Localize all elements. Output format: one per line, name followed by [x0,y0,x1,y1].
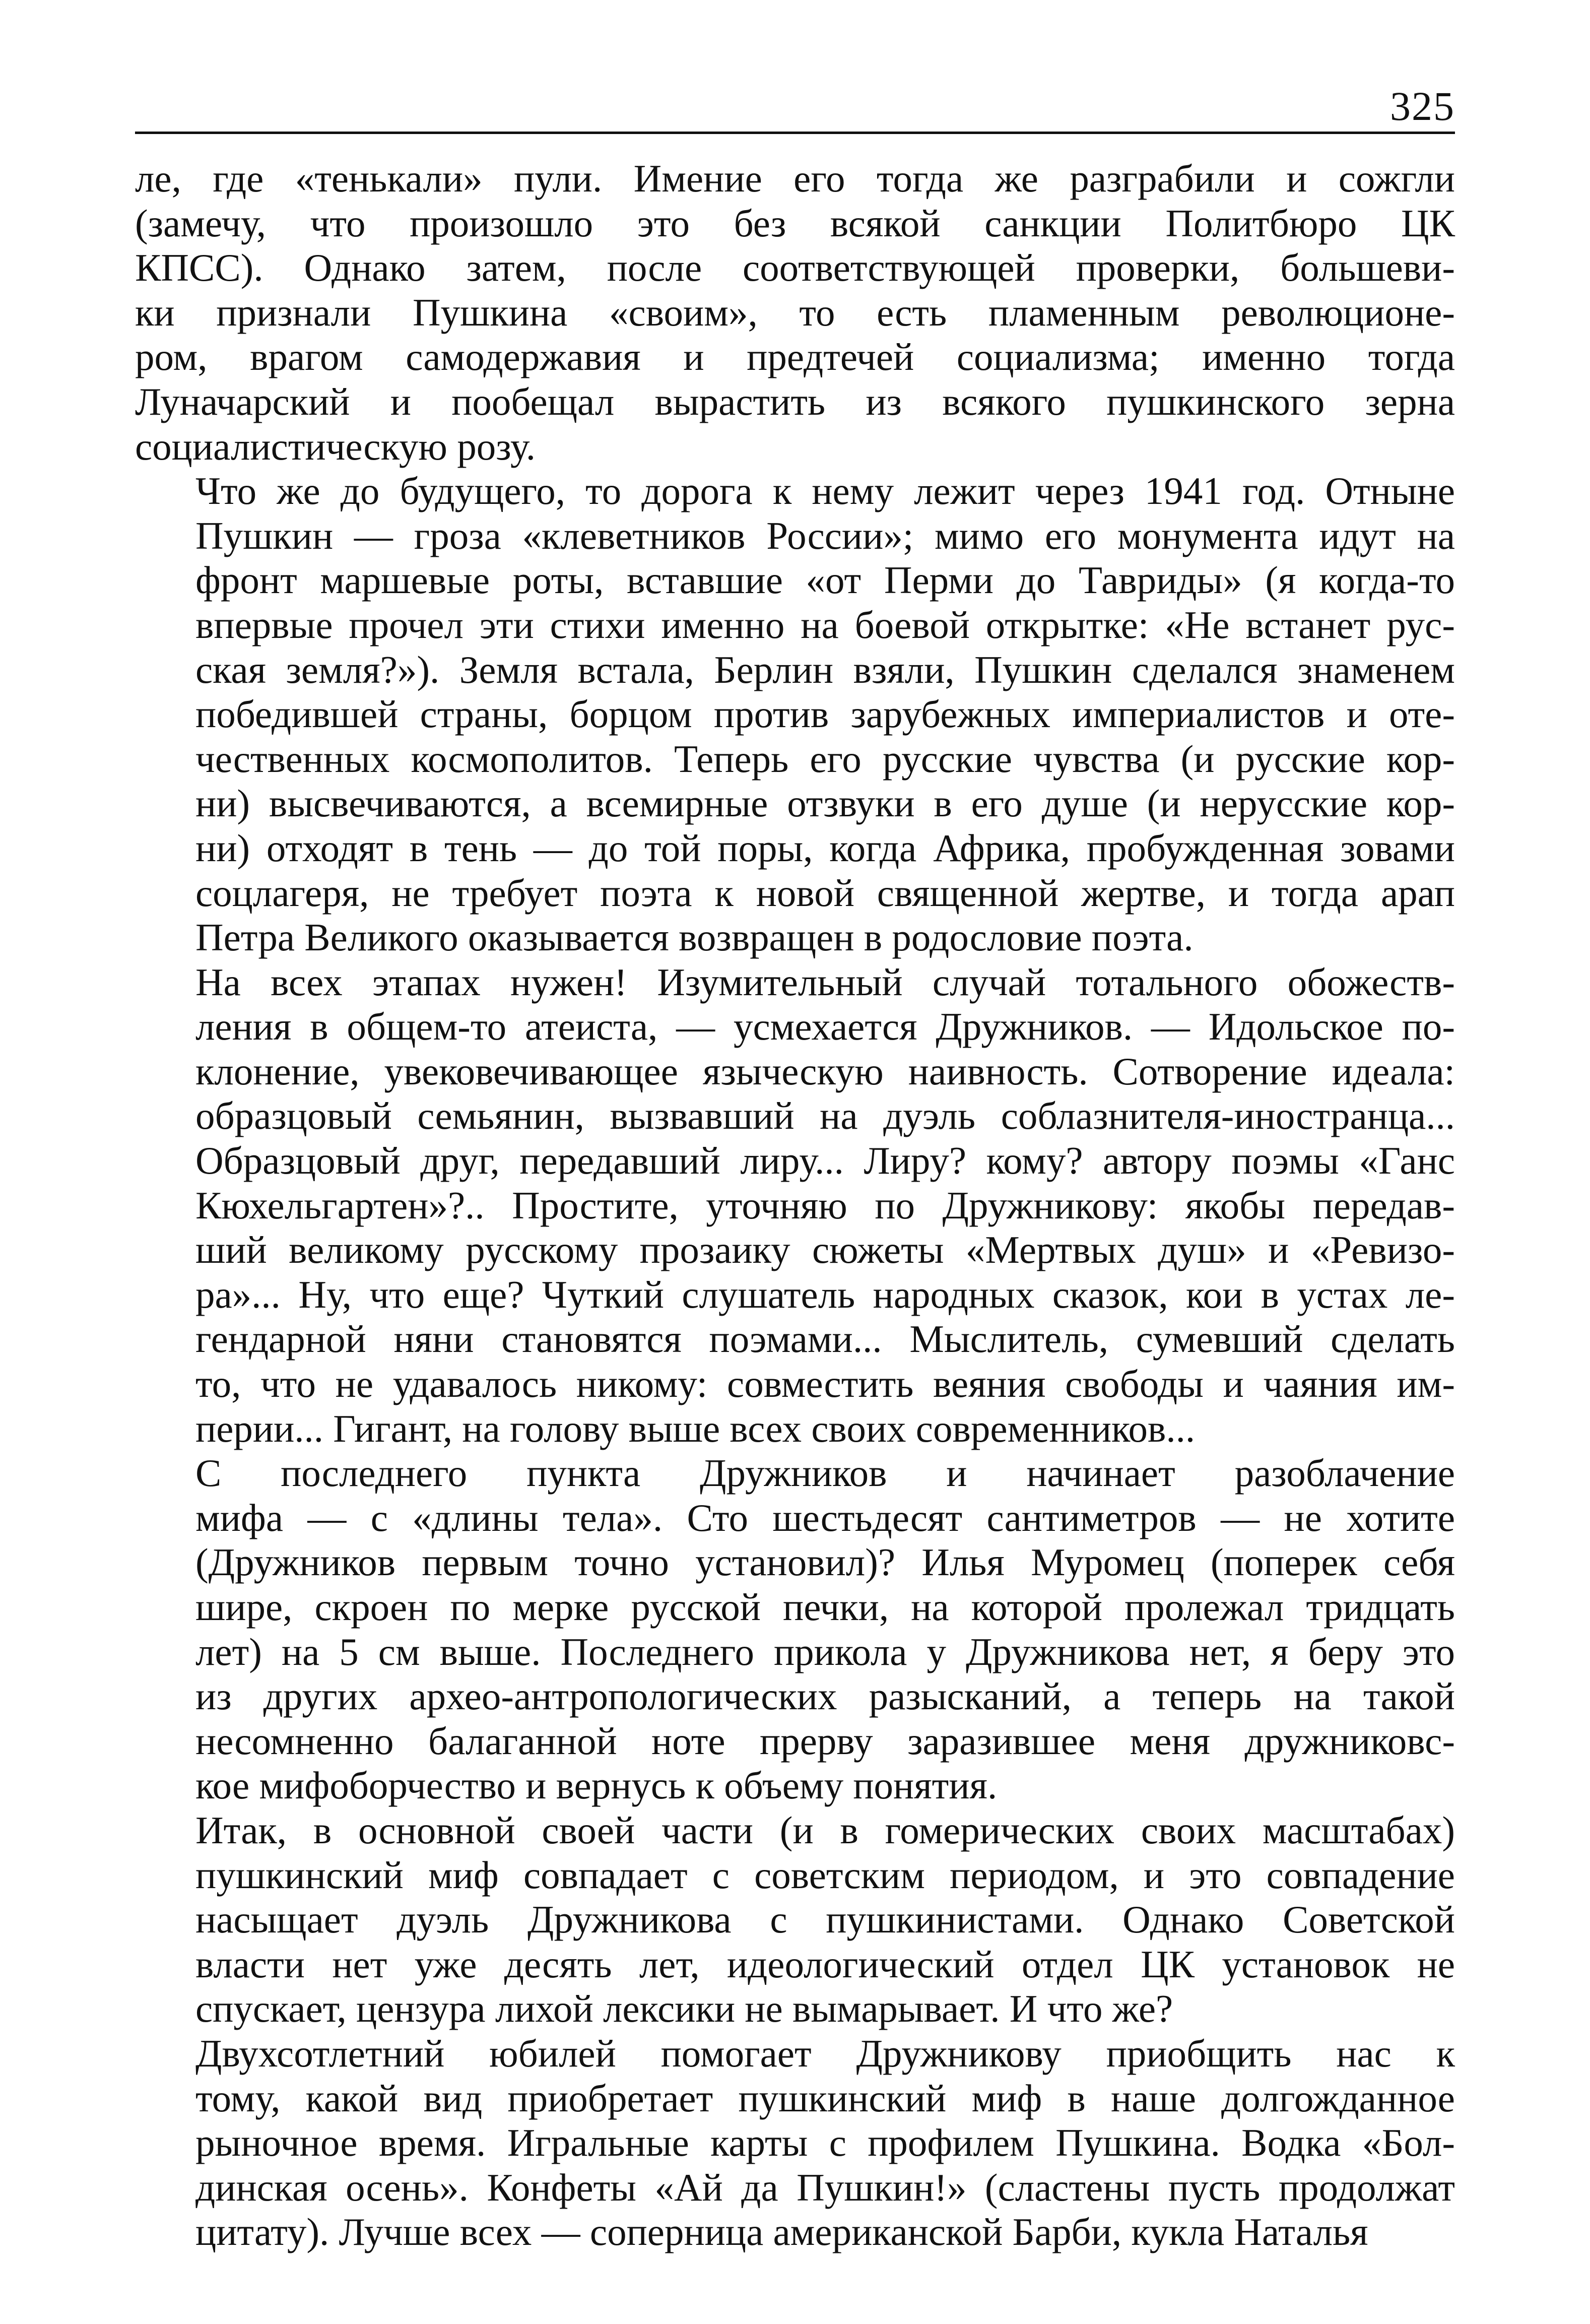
text-line: Луначарский и пообещал вырастить из всякого пушкинского зерна [135,379,1455,423]
text-line: На всех этапах нужен! Изумительный случай тотального обожеств- [195,960,1455,1004]
text-line: соцлагеря, не требует поэта к новой священной жертве, и тогда арап [195,871,1455,915]
text-line: впервые прочел эти стихи именно на боевой открытке: «Не встанет рус- [195,603,1455,647]
text-line: фронт маршевые роты, вставшие «от Перми до Тавриды» (я когда-то [195,558,1455,602]
text-line: ле, где «тенькали» пули. Имение его тогда же разграбили и сожгли [135,157,1455,200]
text-line: ки признали Пушкина «своим», то есть пламенным революционе- [135,290,1455,334]
header-rule [135,132,1455,134]
text-line: насыщает дуэль Дружникова с пушкинистами. Однако Советской [195,1898,1455,1942]
text-line: ра»... Ну, что еще? Чуткий слушатель народных сказок, кои в устах ле- [195,1272,1455,1316]
text-line: ни) высвечиваются, а всемирные отзвуки в его душе (и нерусские кор- [195,782,1455,825]
text-line: власти нет уже десять лет, идеологический отдел ЦК установок не [195,1942,1455,1986]
page-header [135,76,1455,136]
text-line: Двухсотлетний юбилей помогает Дружникову приобщить нас к [195,2031,1455,2075]
text-line: победившей страны, борцом против зарубежных империалистов и оте- [195,692,1455,736]
text-line: динская осень». Конфеты «Ай да Пушкин!» (сластены пусть продолжат [195,2165,1455,2209]
text-line: Петра Великого оказывается возвращен в родословие поэта. [195,916,1194,959]
paragraph [135,469,1455,960]
page-number: 325 [1390,83,1455,129]
text-line: ший великому русскому прозаику сюжеты «Мертвых душ» и «Ревизо- [195,1228,1455,1272]
text-line: Пушкин — гроза «клеветников России»; мимо его монумента идут на [195,513,1455,557]
text-line: Что же до будущего, то дорога к нему лежит через 1941 год. Отныне [195,469,1455,513]
paragraph [135,1808,1455,2031]
text-line: (Дружников первым точно установил)? Илья Муромец (поперек себя [195,1540,1455,1584]
text-line: Образцовый друг, передавший лиру... Лиру? кому? автору поэмы «Ганс [195,1139,1455,1183]
text-line: несомненно балаганной ноте прерву заразившее меня дружниковс- [195,1719,1455,1763]
paragraph [135,960,1455,1451]
text-line: ром, врагом самодержавия и предтечей социализма; именно тогда [135,335,1455,379]
text-body [135,156,1455,2254]
text-line: гендарной няни становятся поэмами... Мыслитель, сумевший сделать [195,1317,1455,1361]
text-line: тому, какой вид приобретает пушкинский миф в наше долгожданное [195,2076,1455,2120]
text-line: клонение, увековечивающее языческую наивность. Сотворение идеала: [195,1049,1455,1093]
text-line: Итак, в основной своей части (и в гомерических своих масштабах) [195,1808,1455,1852]
text-line: ления в общем-то атеиста, — усмехается Дружников. — Идольское по- [195,1005,1455,1049]
text-line: чественных космополитов. Теперь его русские чувства (и русские кор- [195,737,1455,781]
text-line: ская земля?»). Земля встала, Берлин взяли, Пушкин сделался знаменем [195,648,1455,691]
text-line: спускает, цензура лихой лексики не вымарывает. И что же? [195,1987,1173,2031]
text-line: перии... Гигант, на голову выше всех своих современников... [195,1406,1196,1450]
paragraph [135,2031,1455,2254]
text-line: ни) отходят в тень — до той поры, когда Африка, пробужденная зовами [195,826,1455,870]
text-line: лет) на 5 см выше. Последнего прикола у Дружникова нет, я беру это [195,1630,1455,1673]
text-line: Кюхельгартен»?.. Простите, уточняю по Дружникову: якобы передав- [195,1183,1455,1227]
text-line: из других архео-антропологических разысканий, а теперь на такой [195,1674,1455,1718]
text-line: образцовый семьянин, вызвавший на дуэль соблазнителя-иностранца... [195,1094,1455,1138]
text-line: рыночное время. Игральные карты с профилем Пушкина. Водка «Бол- [195,2121,1455,2165]
text-line: пушкинский миф совпадает с советским периодом, и это совпадение [195,1853,1455,1897]
text-line: шире, скроен по мерке русской печки, на которой пролежал тридцать [195,1585,1455,1629]
text-line: (замечу, что произошло это без всякой санкции Политбюро ЦК [135,201,1455,245]
text-line: С последнего пункта Дружников и начинает разоблачение [195,1451,1455,1495]
text-line: социалистическую розу. [135,424,536,468]
text-line: мифа — с «длины тела». Сто шестьдесят сантиметров — не хотите [195,1496,1455,1539]
paragraph [135,1451,1455,1808]
paragraph [135,156,1455,469]
text-line: то, что не удавалось никому: совместить веяния свободы и чаяния им- [195,1362,1455,1406]
text-line: кое мифоборчество и вернусь к объему понятия. [195,1764,998,1807]
text-line: КПСС). Однако затем, после соответствующей проверки, большеви- [135,246,1455,290]
text-line: цитату). Лучше всех — соперница американской Барби, кукла Наталья [195,2210,1368,2254]
